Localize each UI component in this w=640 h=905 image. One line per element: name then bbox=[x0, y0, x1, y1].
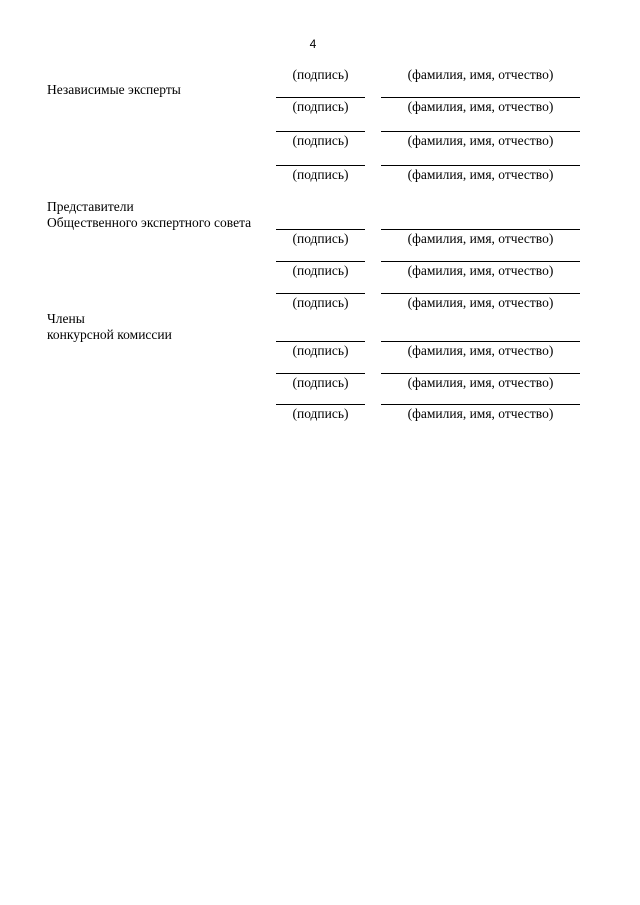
signature-line bbox=[276, 97, 365, 98]
signature-caption: (подпись) bbox=[292, 343, 349, 358]
signature-line bbox=[276, 373, 365, 374]
full-name-caption: (фамилия, имя, отчество) bbox=[407, 231, 554, 246]
full-name-line bbox=[381, 373, 580, 374]
group-label-public-council-line-1: Представители bbox=[47, 199, 134, 214]
signature-caption: (подпись) bbox=[292, 231, 349, 246]
full-name-caption: (фамилия, имя, отчество) bbox=[407, 406, 554, 421]
full-name-caption: (фамилия, имя, отчество) bbox=[407, 99, 554, 114]
full-name-line bbox=[381, 97, 580, 98]
page-number: 4 bbox=[309, 37, 317, 51]
signature-line bbox=[276, 404, 365, 405]
signature-caption: (подпись) bbox=[292, 295, 349, 310]
full-name-line bbox=[381, 404, 580, 405]
full-name-line bbox=[381, 131, 580, 132]
full-name-caption: (фамилия, имя, отчество) bbox=[407, 295, 554, 310]
signature-line bbox=[276, 165, 365, 166]
full-name-line bbox=[381, 261, 580, 262]
signature-line bbox=[276, 261, 365, 262]
signature-caption: (подпись) bbox=[292, 99, 349, 114]
signature-caption: (подпись) bbox=[292, 133, 349, 148]
full-name-caption: (фамилия, имя, отчество) bbox=[407, 167, 554, 182]
full-name-line bbox=[381, 165, 580, 166]
signature-caption: (подпись) bbox=[292, 375, 349, 390]
full-name-caption: (фамилия, имя, отчество) bbox=[407, 133, 554, 148]
signature-caption: (подпись) bbox=[292, 263, 349, 278]
full-name-caption: (фамилия, имя, отчество) bbox=[407, 67, 554, 82]
signature-line bbox=[276, 293, 365, 294]
full-name-caption: (фамилия, имя, отчество) bbox=[407, 263, 554, 278]
full-name-caption: (фамилия, имя, отчество) bbox=[407, 375, 554, 390]
full-name-line bbox=[381, 229, 580, 230]
signature-line bbox=[276, 341, 365, 342]
full-name-caption: (фамилия, имя, отчество) bbox=[407, 343, 554, 358]
signature-caption: (подпись) bbox=[292, 406, 349, 421]
full-name-line bbox=[381, 293, 580, 294]
group-label-public-council-line-2: Общественного экспертного совета bbox=[47, 215, 252, 230]
signature-caption: (подпись) bbox=[292, 167, 349, 182]
group-label-commission-line-2: конкурсной комиссии bbox=[47, 327, 172, 342]
full-name-line bbox=[381, 341, 580, 342]
signature-line bbox=[276, 131, 365, 132]
group-label-commission-line-1: Члены bbox=[47, 311, 85, 326]
signature-caption: (подпись) bbox=[292, 67, 349, 82]
signature-line bbox=[276, 229, 365, 230]
group-label-independent-experts: Независимые эксперты bbox=[47, 82, 181, 97]
